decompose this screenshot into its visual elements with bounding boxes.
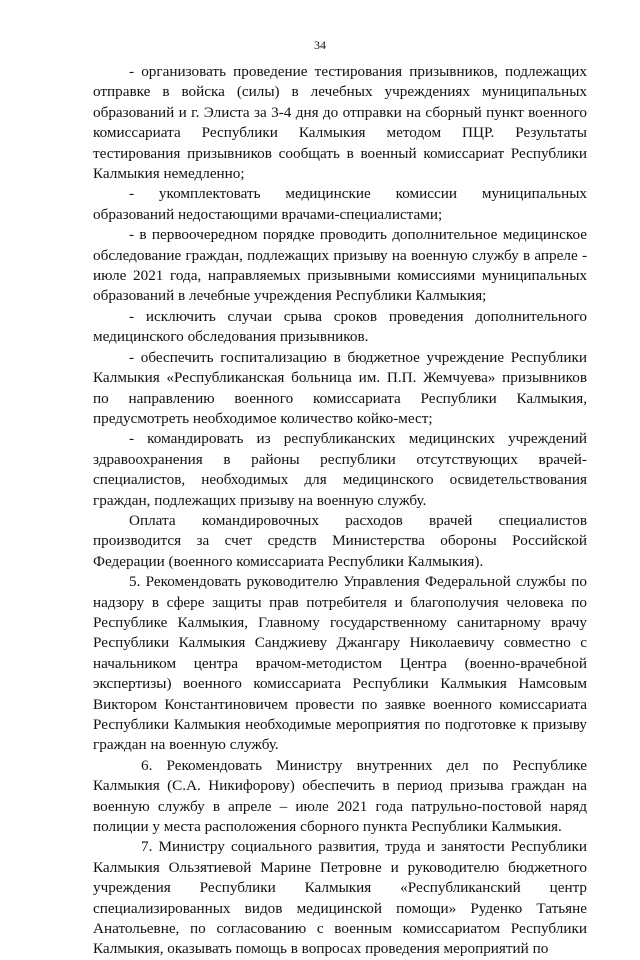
- paragraph-examination: - в первоочередном порядке проводить дополнительное медицинское обследование граждан, подлежащих призыву на военную службу в апреле - июле 2021 года, направляемых призывными комиссиями муниципальных образований в лечебные учреждения Республики Калмыкия;: [93, 226, 587, 305]
- paragraph-item-5: 5. Рекомендовать руководителю Управления Федеральной службы по надзору в сфере защиты прав потребителя и благополучия человека по Республике Калмыкия, Главному государственному санитарному врачу Республики Калмыкия Санджиеву Джангару Николаевичу совместно с начальником центра врачом-методистом Центра (военно-врачебной экспертизы) военного комиссариата Республики Калмыкия Намсовым Виктором Константиновичем провести по заявке военного комиссариата Республики Калмыкия необходимые мероприятия по подготовке к призыву граждан на военную службу.: [93, 573, 587, 754]
- paragraph-specialists: - командировать из республиканских медицинских учреждений здравоохранения в районы республики отсутствующих врачей-специалистов, необходимых для медицинского освидетельствования граждан, подлежащих призыву на военную службу.: [93, 430, 587, 509]
- paragraph-item-7: 7. Министру социального развития, труда и занятости Республики Калмыкия Ользятиевой Марине Петровне и руководителю бюджетного учреждения Республики Калмыкия «Республиканский центр специализированных видов медицинской помощи» Руденко Татьяне Анатольевне, по согласованию с военным комиссариатом Республики Калмыкия, оказывать помощь в вопросах проведения мероприятий по: [93, 838, 587, 958]
- paragraph-item-6: 6. Рекомендовать Министру внутренних дел по Республике Калмыкия (С.А. Никифорову) обеспечить в период призыва граждан на военную службу в апреле – июле 2021 года патрульно-постовой наряд полиции у места расположения сборного пункта Республики Калмыкия.: [93, 756, 587, 836]
- document-body: [93, 62, 587, 960]
- paragraph-hospitalization: - обеспечить госпитализацию в бюджетное учреждение Республики Калмыкия «Республиканская больница им. П.П. Жемчуева» призывников по направлению военного комиссариата Республики Калмыкия, предусмотреть необходимое количество койко-мест;: [93, 348, 587, 427]
- paragraph-staffing: - укомплектовать медицинские комиссии муниципальных образований недостающими врачами-специалистами;: [93, 185, 587, 223]
- paragraph-deadlines: - исключить случаи срыва сроков проведения дополнительного медицинского обследования призывников.: [93, 307, 587, 346]
- paragraph-testing: - организовать проведение тестирования призывников, подлежащих отправке в войска (силы) в лечебных учреждениях муниципальных образований и г. Элиста за 3-4 дня до отправки на сборный пункт военного комиссариата Республики Калмыкия методом ПЦР. Результаты тестирования призывников сообщать в военный комиссариат Республики Калмыкия немедленно;: [93, 63, 587, 183]
- paragraph-payment: Оплата командировочных расходов врачей специалистов производится за счет средств Министерства обороны Российской Федерации (военного комиссариата Республики Калмыкия).: [93, 511, 587, 570]
- page-number: 34: [314, 38, 326, 52]
